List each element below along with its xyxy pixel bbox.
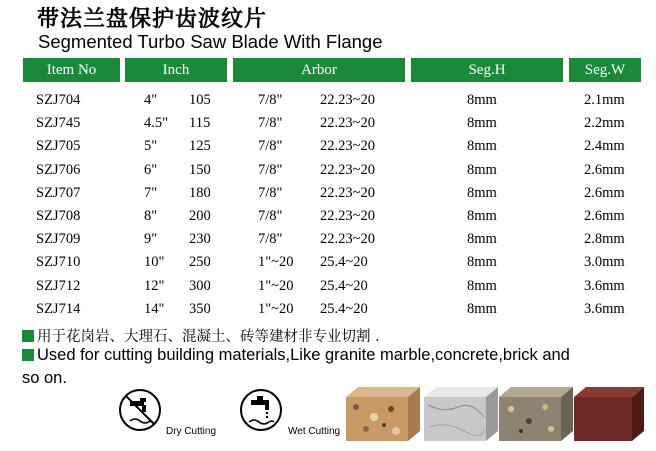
usage-note-chinese (22, 325, 380, 346)
item-no-cell: SZJ706 (36, 161, 81, 178)
seg-h-cell: 8mm (467, 161, 497, 178)
inch-cell: 4" (144, 92, 158, 108)
usage-note-chinese-text: 用于花岗岩、大理石、混凝土、砖等建材非专业切割 . (37, 329, 380, 345)
item-no-cell: SZJ707 (36, 184, 81, 201)
inch-cell: 5" (144, 138, 158, 155)
table-row (0, 182, 656, 205)
mm-cell: 180 (189, 184, 211, 201)
item-no-cell: SZJ708 (36, 208, 81, 224)
usage-note-english-text: Used for cutting building materials,Like granite marble,concrete,brick and (37, 346, 570, 364)
arbor-inch-cell: 7/8" (258, 138, 283, 155)
item-no-cell: SZJ705 (36, 138, 81, 155)
arbor-inch-cell: 7/8" (258, 184, 283, 201)
seg-w-cell: 2.4mm (584, 138, 625, 155)
seg-h-cell: 8mm (467, 184, 497, 201)
arbor-inch-cell: 7/8" (258, 115, 283, 132)
seg-w-cell: 3.0mm (584, 254, 625, 271)
arbor-mm-cell: 22.23~20 (320, 184, 375, 201)
seg-h-cell: 8mm (467, 254, 497, 271)
usage-note-english-cont: so on. (22, 369, 67, 387)
mm-cell: 150 (189, 161, 211, 178)
no-water-tap-icon (118, 388, 162, 432)
mm-cell: 125 (189, 138, 211, 155)
mm-cell: 115 (189, 115, 211, 132)
mm-cell: 200 (189, 208, 211, 224)
header-seg-w: Seg.W (569, 58, 641, 82)
seg-h-cell: 8mm (467, 277, 497, 294)
table-row (0, 298, 656, 321)
seg-w-cell: 2.1mm (584, 92, 625, 108)
arbor-inch-cell: 7/8" (258, 92, 283, 108)
seg-h-cell: 8mm (467, 115, 497, 132)
seg-h-cell: 8mm (467, 208, 497, 224)
mm-cell: 250 (189, 254, 211, 271)
water-tap-icon (239, 388, 283, 432)
granite-sample (346, 387, 420, 441)
inch-cell: 6" (144, 161, 158, 178)
arbor-inch-cell: 7/8" (258, 231, 283, 248)
mm-cell: 350 (189, 300, 211, 317)
arbor-inch-cell: 1"~20 (258, 277, 294, 294)
title-chinese: 带法兰盘保护齿波纹片 (37, 7, 268, 32)
seg-w-cell: 2.6mm (584, 208, 625, 224)
seg-w-cell: 2.6mm (584, 161, 625, 178)
inch-cell: 7" (144, 184, 158, 201)
inch-cell: 9" (144, 231, 158, 248)
arbor-mm-cell: 25.4~20 (320, 277, 368, 294)
table-row (0, 275, 656, 298)
table-row (0, 228, 656, 251)
header-item-no: Item No (23, 58, 120, 82)
arbor-mm-cell: 22.23~20 (320, 115, 375, 132)
mm-cell: 230 (189, 231, 211, 248)
arbor-mm-cell: 22.23~20 (320, 231, 375, 248)
inch-cell: 4.5" (144, 115, 169, 132)
seg-h-cell: 8mm (467, 231, 497, 248)
green-bullet-icon (22, 330, 34, 342)
header-arbor: Arbor (233, 58, 405, 82)
seg-w-cell: 3.6mm (584, 300, 625, 317)
seg-h-cell: 8mm (467, 300, 497, 317)
table-row (0, 159, 656, 182)
arbor-inch-cell: 1"~20 (258, 254, 294, 271)
seg-h-cell: 8mm (467, 92, 497, 108)
header-inch: Inch (125, 58, 227, 82)
usage-note-english (22, 346, 570, 365)
arbor-mm-cell: 22.23~20 (320, 161, 375, 178)
item-no-cell: SZJ712 (36, 277, 81, 294)
header-seg-h: Seg.H (411, 58, 563, 82)
table-row (0, 89, 656, 112)
arbor-inch-cell: 7/8" (258, 208, 283, 224)
table-row (0, 135, 656, 158)
seg-w-cell: 3.6mm (584, 277, 625, 294)
inch-cell: 12" (144, 277, 165, 294)
dry-cutting-label: Dry Cutting (166, 426, 217, 437)
arbor-inch-cell: 7/8" (258, 161, 283, 178)
item-no-cell: SZJ745 (36, 115, 81, 132)
item-no-cell: SZJ704 (36, 92, 81, 108)
inch-cell: 14" (144, 300, 165, 317)
seg-w-cell: 2.8mm (584, 231, 625, 248)
mm-cell: 105 (189, 92, 211, 108)
inch-cell: 10" (144, 254, 165, 271)
seg-h-cell: 8mm (467, 138, 497, 155)
item-no-cell: SZJ709 (36, 231, 81, 248)
inch-cell: 8" (144, 208, 158, 224)
item-no-cell: SZJ710 (36, 254, 81, 271)
arbor-mm-cell: 22.23~20 (320, 138, 375, 155)
marble-sample (424, 387, 498, 441)
mm-cell: 300 (189, 277, 211, 294)
seg-w-cell: 2.2mm (584, 115, 625, 132)
title-english: Segmented Turbo Saw Blade With Flange (38, 31, 383, 52)
arbor-mm-cell: 25.4~20 (320, 300, 368, 317)
brick-sample (574, 387, 644, 441)
arbor-mm-cell: 25.4~20 (320, 254, 368, 271)
wet-cutting-label: Wet Cutting (288, 426, 341, 437)
table-row (0, 251, 656, 274)
arbor-mm-cell: 22.23~20 (320, 92, 375, 108)
table-row (0, 112, 656, 135)
green-bullet-icon (22, 349, 34, 361)
arbor-mm-cell: 22.23~20 (320, 208, 375, 224)
table-row (0, 205, 656, 228)
item-no-cell: SZJ714 (36, 300, 81, 317)
seg-w-cell: 2.6mm (584, 184, 625, 201)
stone-sample (499, 387, 573, 441)
arbor-inch-cell: 1"~20 (258, 300, 294, 317)
